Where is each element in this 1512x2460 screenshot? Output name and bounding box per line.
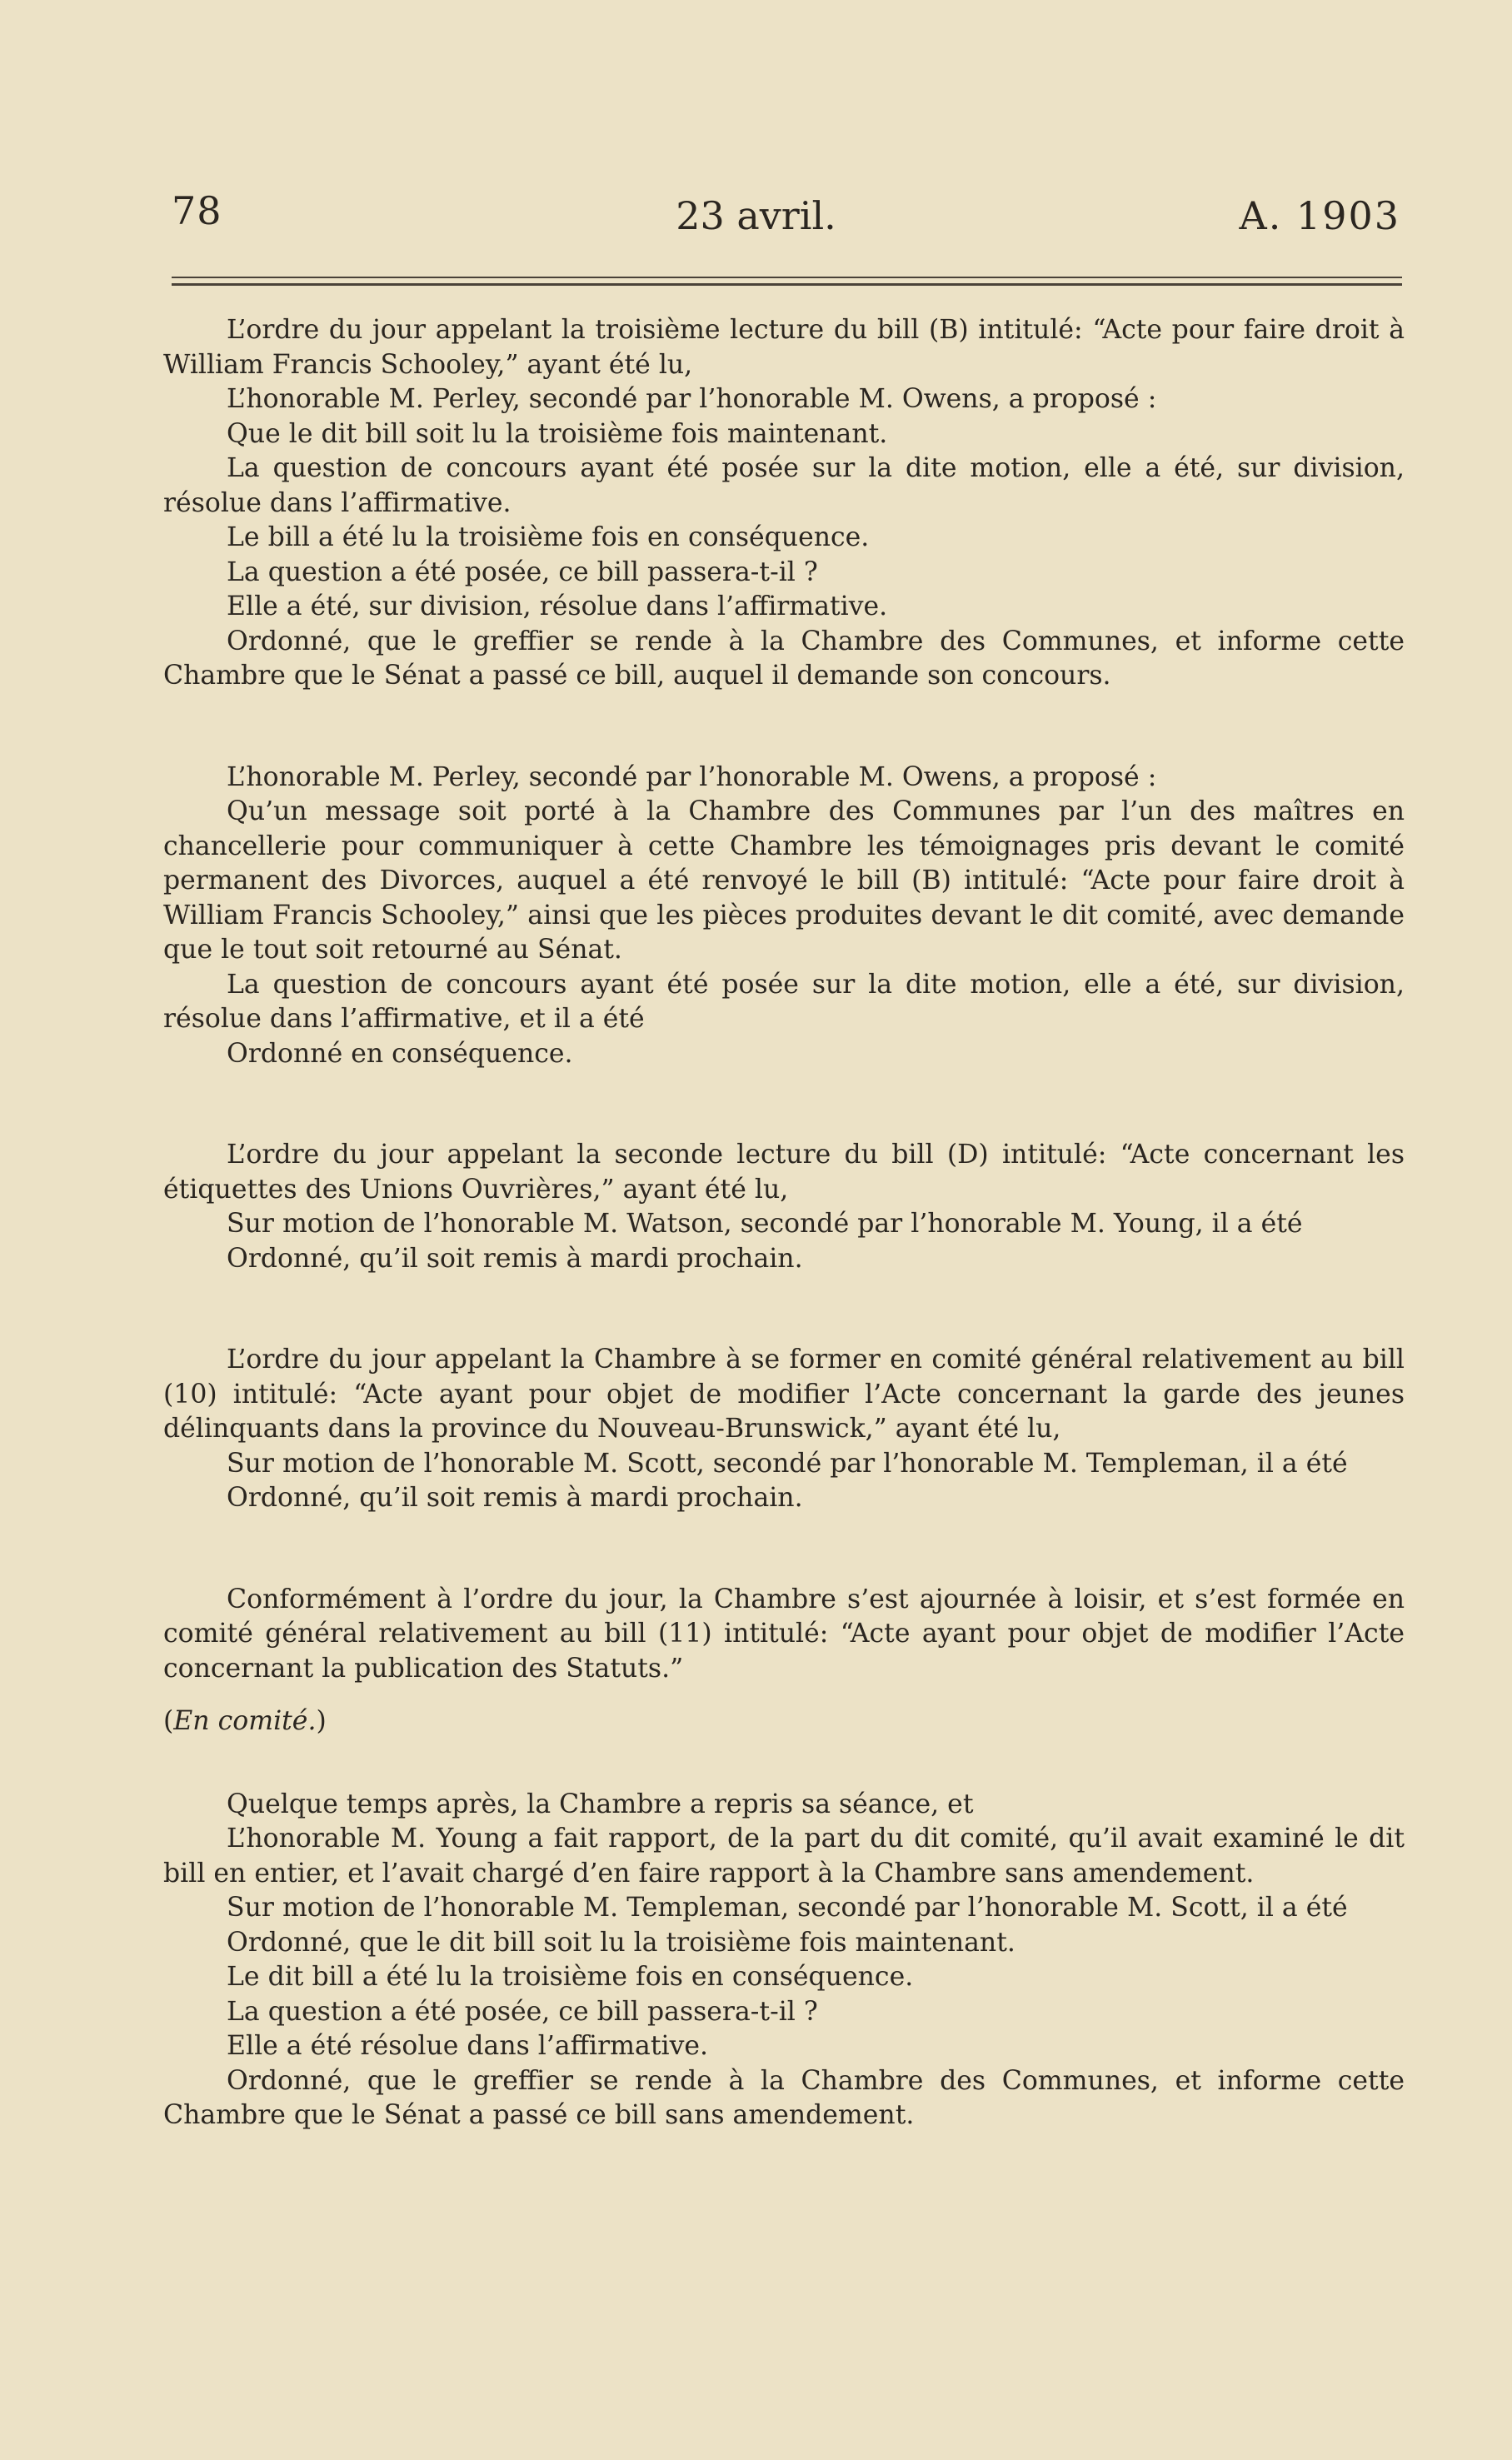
paragraph: L’ordre du jour appelant la seconde lecture du bill (D) intitulé: “Acte concernant les étiquettes des Unions Ouvrières,” ayant été lu, bbox=[163, 1140, 1405, 1205]
paragraph: La question de concours ayant été posée sur la dite motion, elle a été, sur division, résolue dans l’affirmative. bbox=[163, 453, 1405, 518]
paragraph: Sur motion de l’honorable M. Templeman, secondé par l’honorable M. Scott, il a été bbox=[227, 1893, 1348, 1923]
paragraph: Elle a été, sur division, résolue dans l’affirmative. bbox=[227, 591, 888, 621]
page-date: 23 avril. bbox=[676, 193, 836, 238]
header-rule-thick bbox=[172, 283, 1402, 286]
paragraph: Ordonné, que le dit bill soit lu la troisième fois maintenant. bbox=[227, 1927, 1015, 1958]
page-header bbox=[0, 0, 1512, 267]
paragraph: Ordonné, qu’il soit remis à mardi prochain. bbox=[227, 1243, 803, 1274]
paragraph: Le dit bill a été lu la troisième fois en conséquence. bbox=[227, 1962, 914, 1992]
paragraph: L’honorable M. Perley, secondé par l’honorable M. Owens, a proposé : bbox=[227, 384, 1157, 414]
paragraph: Le bill a été lu la troisième fois en conséquence. bbox=[227, 522, 870, 552]
paragraph: Ordonné en conséquence. bbox=[227, 1038, 573, 1069]
paragraph: La question de concours ayant été posée sur la dite motion, elle a été, sur division, résolue dans l’affirmative, et il a été bbox=[163, 969, 1405, 1034]
paragraph: Quelque temps après, la Chambre a repris sa séance, et bbox=[227, 1789, 974, 1819]
document-body bbox=[163, 313, 1405, 2133]
paragraph: Sur motion de l’honorable M. Scott, secondé par l’honorable M. Templeman, il a été bbox=[227, 1448, 1348, 1479]
paragraph: Que le dit bill soit lu la troisième fois maintenant. bbox=[227, 418, 888, 449]
paragraph: Conformément à l’ordre du jour, la Chambre s’est ajournée à loisir, et s’est formée en comité général relativement au bill (11) intitulé: “Acte ayant pour objet de modifier l’Acte concernant la publication des Statuts.” bbox=[163, 1584, 1405, 1684]
paragraph: Sur motion de l’honorable M. Watson, secondé par l’honorable M. Young, il a été bbox=[227, 1209, 1303, 1239]
page-year: A. 1903 bbox=[1239, 193, 1400, 238]
header-rule-thin bbox=[172, 277, 1402, 278]
paragraph: L’honorable M. Perley, secondé par l’honorable M. Owens, a proposé : bbox=[227, 761, 1157, 792]
section-third-reading-bill-b bbox=[163, 313, 1405, 694]
paragraph: Ordonné, que le greffier se rende à la Chambre des Communes, et informe cette Chambre que le Sénat a passé ce bill, auquel il demande son concours. bbox=[163, 626, 1405, 691]
paragraph: La question a été posée, ce bill passera-t-il ? bbox=[227, 556, 818, 587]
paragraph: L’ordre du jour appelant la troisième lecture du bill (B) intitulé: “Acte pour faire droit à William Francis Schooley,” ayant été lu, bbox=[163, 315, 1405, 380]
section-bill-11 bbox=[163, 1583, 1405, 2133]
section-second-reading-bill-d bbox=[163, 1138, 1405, 1276]
en-comite-heading: (En comité.) bbox=[163, 1706, 327, 1736]
paragraph: Ordonné, que le greffier se rende à la Chambre des Communes, et informe cette Chambre que le Sénat a passé ce bill sans amendement. bbox=[163, 2065, 1405, 2130]
section-bill-10 bbox=[163, 1343, 1405, 1516]
section-message-communes bbox=[163, 761, 1405, 1072]
paragraph: Elle a été résolue dans l’affirmative. bbox=[227, 2031, 709, 2061]
paragraph: Ordonné, qu’il soit remis à mardi prochain. bbox=[227, 1483, 803, 1513]
paragraph: L’ordre du jour appelant la Chambre à se former en comité général relativement au bill (10) intitulé: “Acte ayant pour objet de modifier l’Acte concernant la garde des jeunes délinquants dans la province du Nouveau-Brunswick,” ayant été lu, bbox=[163, 1345, 1405, 1444]
paragraph: L’honorable M. Young a fait rapport, de la part du dit comité, qu’il avait examiné le dit bill en entier, et l’avait chargé d’en faire rapport à la Chambre sans amendement. bbox=[163, 1824, 1405, 1889]
page-number: 78 bbox=[172, 188, 222, 233]
paragraph: La question a été posée, ce bill passera-t-il ? bbox=[227, 1996, 818, 2027]
paragraph: Qu’un message soit porté à la Chambre des Communes par l’un des maîtres en chancellerie pour communiquer à cette Chambre les témoignages pris devant le comité permanent des Divorces, auquel a été renvoyé le bill (B) intitulé: “Acte pour faire droit à William Francis Schooley,” ainsi que les pièces produites devant le dit comité, avec demande que le tout soit retourné au Sénat. bbox=[163, 796, 1405, 965]
